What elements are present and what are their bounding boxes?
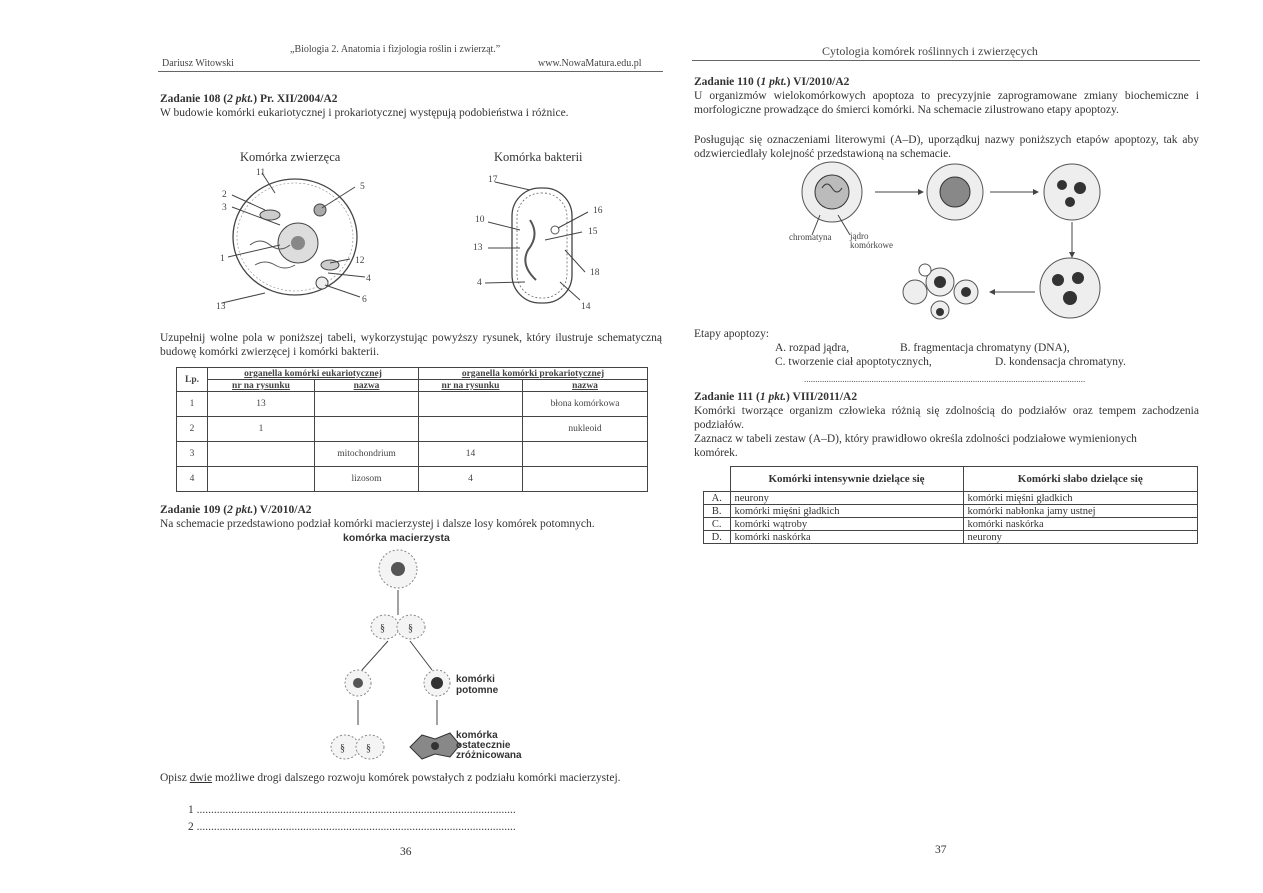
task111-instruction: Zaznacz w tabeli zestaw (A–D), który prawidłowo określa zdolności podziałowe wymienionych komórek.: [694, 433, 1137, 459]
arrowhead-2-3: [1033, 189, 1039, 195]
table-row[interactable]: [704, 492, 1198, 505]
table-row[interactable]: [704, 505, 1198, 518]
cell-intensive: komórki naskórka: [730, 531, 963, 544]
cell-prok-nr: 4: [419, 467, 523, 492]
cell-prok-nr[interactable]: [419, 417, 523, 442]
cell-euk-name[interactable]: [315, 417, 419, 442]
label-diff-2: ostatecznie: [456, 740, 511, 751]
b-label-line-10: [488, 222, 520, 230]
cell-euk-name: mitochondrium: [315, 442, 419, 467]
task109-intro: Na schemacie przedstawiono podział komórki macierzystej i dalsze losy komórek potomnych.: [160, 518, 595, 530]
table-row: [177, 417, 648, 442]
col-intensive: Komórki intensywnie dzielące się: [730, 467, 963, 492]
task111-title: Zadanie 111 (1 pkt.) VIII/2011/A2: [694, 391, 858, 403]
corner-cell: [704, 467, 731, 492]
col-weak: Komórki słabo dzielące się: [963, 467, 1198, 492]
cell-prok-name: błona komórkowa: [523, 392, 648, 417]
cell-prok-nr[interactable]: [419, 392, 523, 417]
label-nucleus-1: jądro: [850, 231, 869, 241]
sub-name-prok: nazwa: [523, 380, 648, 392]
stage4-fragment-2: [1072, 272, 1084, 284]
stage3-fragment-2: [1074, 182, 1086, 194]
animal-label-5: 5: [360, 182, 365, 192]
task108-table: [176, 367, 648, 492]
nucleoid-shape: [525, 220, 536, 280]
label-diff-3: zróżnicowana: [456, 750, 522, 761]
apoptotic-body-4-fragment: [936, 308, 944, 316]
label-line-4: [328, 273, 365, 277]
label-chromatin: chromatyna: [789, 232, 832, 242]
animal-cell-diagram: [210, 165, 380, 315]
cell-prok-name[interactable]: [523, 442, 648, 467]
chromosomes-right: §: [408, 623, 413, 634]
task108-title: Zadanie 108 (2 pkt.) Pr. XII/2004/A2: [160, 93, 338, 105]
stages-label: Etapy apoptozy:: [694, 328, 770, 340]
page-number-right: 37: [935, 844, 947, 856]
cell-lp: 2: [177, 417, 208, 442]
dividing-cell-left: [371, 615, 399, 639]
stage2-nucleus: [940, 177, 970, 207]
cell-euk-nr[interactable]: [208, 467, 315, 492]
cell-intensive: komórki mięśni gładkich: [730, 505, 963, 518]
table-row[interactable]: [704, 531, 1198, 544]
vacuole-shape: [316, 277, 328, 289]
stage3-fragment-3: [1065, 197, 1075, 207]
cell-lp: 1: [177, 392, 208, 417]
label-daughter-cells: [456, 674, 498, 696]
header-rule-left: [158, 71, 663, 72]
chromosomes-left: §: [380, 623, 385, 634]
animal-label-6: 6: [362, 295, 367, 305]
header-rule-right: [692, 60, 1200, 61]
label-mother-cell: komórka macierzysta: [343, 532, 450, 544]
animal-label-4: 4: [366, 274, 371, 284]
mother-nucleus-shape: [391, 562, 405, 576]
bacteria-cell-diagram: [470, 170, 610, 310]
stage1-nucleus: [815, 175, 849, 209]
b-label-line-18: [565, 250, 585, 272]
page-number-left: 36: [400, 846, 412, 858]
cell-prok-nr: 14: [419, 442, 523, 467]
label-line-1: [228, 245, 280, 257]
cell-euk-nr: 13: [208, 392, 315, 417]
bacteria-label-4: 4: [477, 278, 482, 288]
label-daughter-2: potomne: [456, 685, 499, 696]
animal-label-13: 13: [216, 302, 226, 312]
group-eukaryotic: organella komórki eukariotycznej: [208, 368, 419, 380]
header-book-title: „Biologia 2. Anatomia i fizjologia roślin i zwierząt.”: [290, 44, 501, 55]
animal-label-3: 3: [222, 203, 227, 213]
task110-title: Zadanie 110 (1 pkt.) VI/2010/A2: [694, 76, 850, 88]
task110-answer-line[interactable]: .............................................................................................................................: [804, 374, 1086, 384]
bacteria-cell-title: Komórka bakterii: [494, 150, 583, 164]
cell-lp: 4: [177, 467, 208, 492]
task110-instruction: Posługując się oznaczeniami literowymi (A–D), uporządkuj nazwy poniższych etapów apoptozy, tak aby odzwierciedlały kolejność przedstawioną na schemacie.: [694, 134, 1199, 160]
task109-question: Opisz dwie możliwe drogi dalszego rozwoju komórek powstałych z podziału komórki macierzystej.: [160, 772, 621, 784]
task108-instruction: Uzupełnij wolne pola w poniższej tabeli, wykorzystując powyższy rysunek, który ilustruje schematyczną budowę komórki zwierzęcej i komórki bakterii.: [160, 332, 662, 358]
row-letter[interactable]: A.: [704, 492, 731, 505]
label-nucleus: [850, 232, 893, 250]
cell-weak: komórki naskórka: [963, 518, 1198, 531]
daughter-nucleus-left: [353, 678, 363, 688]
stage3-cell: [1044, 164, 1100, 220]
b-label-line-16: [558, 212, 588, 228]
sub-nr-euk: nr na rysunku: [208, 380, 315, 392]
task111-intro: Komórki tworzące organizm człowieka różnią się zdolnością do podziałów oraz tempem zachodzenia podziałów.: [694, 405, 1199, 431]
er-shape-2: [255, 262, 295, 268]
bacteria-label-13: 13: [473, 243, 483, 253]
chromosomes-2-left: §: [340, 743, 345, 754]
label-line-6: [325, 285, 360, 297]
apoptotic-body-5: [919, 264, 931, 276]
bacteria-label-16: 16: [593, 206, 603, 216]
apoptosis-diagram: [790, 160, 1120, 330]
stage4-fragment-3: [1063, 291, 1077, 305]
animal-label-12: 12: [355, 256, 365, 266]
label-nucleus-2: komórkowe: [850, 240, 893, 250]
stage4-fragment-1: [1052, 274, 1064, 286]
table-row: [177, 467, 648, 492]
apoptotic-body-1: [903, 280, 927, 304]
differentiated-nucleus: [431, 742, 439, 750]
sub-nr-prok: nr na rysunku: [419, 380, 523, 392]
b-label-line-17: [495, 182, 530, 190]
cell-wall-shape: [512, 188, 572, 303]
arrow-right-branch: [410, 641, 432, 670]
apoptotic-body-2-fragment: [934, 276, 946, 288]
daughter-nucleus-right: [431, 677, 443, 689]
bacteria-label-18: 18: [590, 268, 600, 278]
header-site: www.NowaMatura.edu.pl: [538, 58, 642, 69]
task109-title: Zadanie 109 (2 pkt.) V/2010/A2: [160, 504, 312, 516]
bacteria-label-15: 15: [588, 227, 598, 237]
header-author: Dariusz Witowski: [162, 58, 234, 69]
row-letter[interactable]: C.: [704, 518, 731, 531]
arrowhead-4-5: [989, 289, 995, 295]
lysosome-shape: [314, 204, 326, 216]
bacteria-label-14: 14: [581, 302, 591, 312]
bacteria-label-10: 10: [475, 215, 485, 225]
b-label-line-15: [545, 232, 582, 240]
header-chapter-title: Cytologia komórek roślinnych i zwierzęcych: [822, 44, 1038, 58]
cell-euk-nr[interactable]: [208, 442, 315, 467]
cell-prok-name[interactable]: [523, 467, 648, 492]
task109-answer-2[interactable]: 2 ...............................................................................................................: [188, 821, 516, 833]
arrowhead-3-4: [1069, 252, 1075, 258]
animal-label-1: 1: [220, 254, 225, 264]
apoptotic-body-3-fragment: [961, 287, 971, 297]
animal-label-11: 11: [256, 168, 266, 178]
table-row: [177, 392, 648, 417]
label-differentiated-cell: [456, 731, 522, 761]
cell-intensive: neurony: [730, 492, 963, 505]
task108-intro: W budowie komórki eukariotycznej i prokariotycznej występują podobieństwa i różnice.: [160, 107, 569, 119]
stage-b: B. fragmentacja chromatyny (DNA),: [900, 342, 1070, 354]
animal-cell-title: Komórka zwierzęca: [240, 150, 341, 164]
cell-euk-name: lizosom: [315, 467, 419, 492]
cell-weak: neurony: [963, 531, 1198, 544]
bacteria-label-17: 17: [488, 175, 498, 185]
col-lp: Lp.: [177, 368, 208, 392]
row-letter[interactable]: D.: [704, 531, 731, 544]
dividing-cell-2-left: [331, 735, 359, 759]
table-row[interactable]: [704, 518, 1198, 531]
plasmid-shape: [551, 226, 559, 234]
task109-answer-1[interactable]: 1 ...............................................................................................................: [188, 804, 516, 816]
cell-weak: komórki mięśni gładkich: [963, 492, 1198, 505]
stage4-cell: [1040, 258, 1100, 318]
arrow-left-branch: [362, 641, 388, 670]
stage-c: C. tworzenie ciał apoptotycznych,: [775, 356, 932, 368]
cell-intensive: komórki wątroby: [730, 518, 963, 531]
row-letter[interactable]: B.: [704, 505, 731, 518]
label-line-5: [322, 187, 355, 208]
chromosomes-2-right: §: [366, 743, 371, 754]
cell-euk-nr: 1: [208, 417, 315, 442]
label-line-13: [222, 293, 265, 303]
task111-table: [703, 466, 1198, 544]
group-prokaryotic: organella komórki prokariotycznej: [419, 368, 648, 380]
label-daughter-1: komórki: [456, 674, 495, 685]
sub-name-euk: nazwa: [315, 380, 419, 392]
arrowhead-1-2: [918, 189, 924, 195]
label-diff-1: komórka: [456, 730, 498, 741]
task110-intro: U organizmów wielokomórkowych apoptoza to precyzyjnie zaprogramowane zmiany biochemiczne i morfologiczne prowadzące do śmierci komórki. Na schemacie zilustrowano etapy apoptozy.: [694, 90, 1199, 116]
nucleolus-shape: [291, 236, 305, 250]
label-line-2: [232, 195, 265, 210]
cell-weak: komórki nabłonka jamy ustnej: [963, 505, 1198, 518]
animal-label-2: 2: [222, 190, 227, 200]
cell-euk-name[interactable]: [315, 392, 419, 417]
cell-lp: 3: [177, 442, 208, 467]
stage-d: D. kondensacja chromatyny.: [995, 356, 1126, 368]
stage-a: A. rozpad jądra,: [775, 342, 850, 354]
stage3-fragment-1: [1057, 180, 1067, 190]
cell-prok-name: nukleoid: [523, 417, 648, 442]
table-row: [177, 442, 648, 467]
